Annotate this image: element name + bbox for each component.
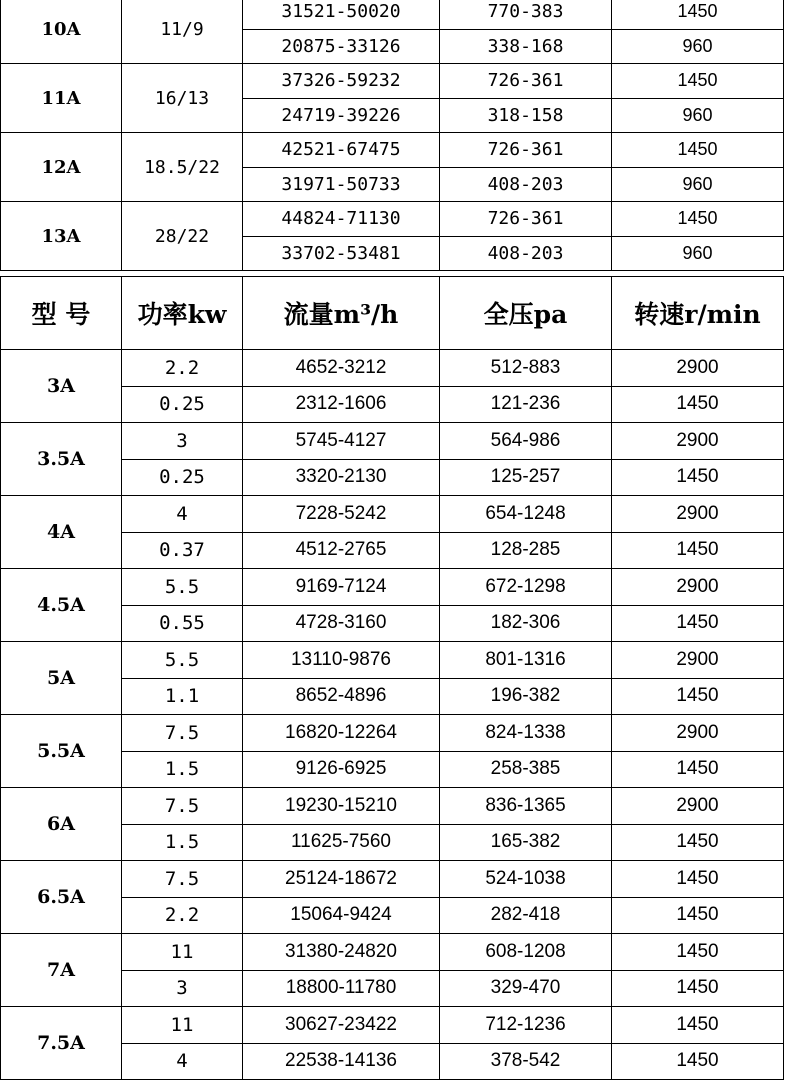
- power-cell: 2.2: [122, 350, 243, 387]
- power-cell: 3: [122, 970, 243, 1007]
- model-cell: 3.5A: [1, 423, 122, 496]
- power-cell: 11/9: [122, 0, 243, 64]
- pressure-cell: 165-382: [440, 824, 612, 861]
- table-row: [1, 0, 784, 29]
- pressure-cell: 712-1236: [440, 1007, 612, 1044]
- table-row: [1, 350, 784, 387]
- speed-cell: 1450: [612, 605, 784, 642]
- power-cell: 5.5: [122, 569, 243, 606]
- speed-cell: 1450: [612, 0, 784, 29]
- model-cell: 6A: [1, 788, 122, 861]
- header-model: 型 号: [1, 277, 122, 350]
- speed-cell: 2900: [612, 423, 784, 460]
- header-flow: 流量m³/h: [243, 277, 440, 350]
- speed-cell: 2900: [612, 715, 784, 752]
- model-cell: 5.5A: [1, 715, 122, 788]
- flow-cell: 24719-39226: [243, 98, 440, 133]
- power-cell: 18.5/22: [122, 133, 243, 202]
- pressure-cell: 128-285: [440, 532, 612, 569]
- power-cell: 0.37: [122, 532, 243, 569]
- pressure-cell: 726-361: [440, 202, 612, 237]
- pressure-cell: 654-1248: [440, 496, 612, 533]
- power-cell: 7.5: [122, 788, 243, 825]
- header-speed: 转速r/min: [612, 277, 784, 350]
- pressure-cell: 801-1316: [440, 642, 612, 679]
- pressure-cell: 726-361: [440, 133, 612, 168]
- power-cell: 28/22: [122, 202, 243, 271]
- power-cell: 7.5: [122, 715, 243, 752]
- model-cell: 4.5A: [1, 569, 122, 642]
- flow-cell: 15064-9424: [243, 897, 440, 934]
- table-row: [1, 861, 784, 898]
- pressure-cell: 770-383: [440, 0, 612, 29]
- pressure-cell: 338-168: [440, 29, 612, 64]
- flow-cell: 25124-18672: [243, 861, 440, 898]
- table-row: [1, 133, 784, 168]
- pressure-cell: 524-1038: [440, 861, 612, 898]
- table-row: [1, 202, 784, 237]
- flow-cell: 31521-50020: [243, 0, 440, 29]
- speed-cell: 1450: [612, 1043, 784, 1080]
- flow-cell: 9126-6925: [243, 751, 440, 788]
- power-cell: 0.25: [122, 386, 243, 423]
- flow-cell: 19230-15210: [243, 788, 440, 825]
- flow-cell: 4728-3160: [243, 605, 440, 642]
- pressure-cell: 512-883: [440, 350, 612, 387]
- flow-cell: 11625-7560: [243, 824, 440, 861]
- speed-cell: 1450: [612, 386, 784, 423]
- speed-cell: 960: [612, 98, 784, 133]
- speed-cell: 960: [612, 236, 784, 271]
- pressure-cell: 378-542: [440, 1043, 612, 1080]
- flow-cell: 7228-5242: [243, 496, 440, 533]
- model-cell: 7.5A: [1, 1007, 122, 1080]
- model-cell: 4A: [1, 496, 122, 569]
- model-cell: 5A: [1, 642, 122, 715]
- flow-cell: 22538-14136: [243, 1043, 440, 1080]
- flow-cell: 18800-11780: [243, 970, 440, 1007]
- upper-spec-table: [0, 0, 784, 271]
- flow-cell: 20875-33126: [243, 29, 440, 64]
- table-row: [1, 715, 784, 752]
- power-cell: 4: [122, 496, 243, 533]
- power-cell: 2.2: [122, 897, 243, 934]
- pressure-cell: 608-1208: [440, 934, 612, 971]
- table-row: [1, 642, 784, 679]
- table-header-row: [1, 277, 784, 350]
- header-power: 功率kw: [122, 277, 243, 350]
- pressure-cell: 672-1298: [440, 569, 612, 606]
- pressure-cell: 125-257: [440, 459, 612, 496]
- flow-cell: 4512-2765: [243, 532, 440, 569]
- speed-cell: 1450: [612, 751, 784, 788]
- speed-cell: 1450: [612, 678, 784, 715]
- flow-cell: 16820-12264: [243, 715, 440, 752]
- flow-cell: 13110-9876: [243, 642, 440, 679]
- pressure-cell: 182-306: [440, 605, 612, 642]
- speed-cell: 960: [612, 29, 784, 64]
- table-row: [1, 788, 784, 825]
- speed-cell: 1450: [612, 897, 784, 934]
- power-cell: 1.5: [122, 824, 243, 861]
- model-cell: 6.5A: [1, 861, 122, 934]
- flow-cell: 9169-7124: [243, 569, 440, 606]
- model-cell: 12A: [1, 133, 122, 202]
- flow-cell: 2312-1606: [243, 386, 440, 423]
- speed-cell: 1450: [612, 1007, 784, 1044]
- pressure-cell: 329-470: [440, 970, 612, 1007]
- pressure-cell: 282-418: [440, 897, 612, 934]
- power-cell: 1.5: [122, 751, 243, 788]
- pressure-cell: 726-361: [440, 64, 612, 99]
- flow-cell: 31971-50733: [243, 167, 440, 202]
- power-cell: 0.25: [122, 459, 243, 496]
- flow-cell: 44824-71130: [243, 202, 440, 237]
- model-cell: 11A: [1, 64, 122, 133]
- pressure-cell: 121-236: [440, 386, 612, 423]
- flow-cell: 5745-4127: [243, 423, 440, 460]
- power-cell: 7.5: [122, 861, 243, 898]
- speed-cell: 1450: [612, 934, 784, 971]
- flow-cell: 33702-53481: [243, 236, 440, 271]
- pressure-cell: 836-1365: [440, 788, 612, 825]
- model-cell: 13A: [1, 202, 122, 271]
- pressure-cell: 318-158: [440, 98, 612, 133]
- power-cell: 11: [122, 934, 243, 971]
- power-cell: 5.5: [122, 642, 243, 679]
- speed-cell: 1450: [612, 133, 784, 168]
- speed-cell: 960: [612, 167, 784, 202]
- table-row: [1, 934, 784, 971]
- table-row: [1, 569, 784, 606]
- speed-cell: 2900: [612, 569, 784, 606]
- table-row: [1, 1007, 784, 1044]
- power-cell: 4: [122, 1043, 243, 1080]
- pressure-cell: 408-203: [440, 236, 612, 271]
- flow-cell: 42521-67475: [243, 133, 440, 168]
- power-cell: 16/13: [122, 64, 243, 133]
- speed-cell: 1450: [612, 970, 784, 1007]
- speed-cell: 2900: [612, 788, 784, 825]
- flow-cell: 3320-2130: [243, 459, 440, 496]
- flow-cell: 31380-24820: [243, 934, 440, 971]
- pressure-cell: 408-203: [440, 167, 612, 202]
- fan-spec-table: [0, 276, 784, 1080]
- speed-cell: 1450: [612, 861, 784, 898]
- model-cell: 10A: [1, 0, 122, 64]
- speed-cell: 1450: [612, 532, 784, 569]
- speed-cell: 1450: [612, 202, 784, 237]
- flow-cell: 37326-59232: [243, 64, 440, 99]
- speed-cell: 2900: [612, 642, 784, 679]
- speed-cell: 1450: [612, 64, 784, 99]
- speed-cell: 1450: [612, 459, 784, 496]
- power-cell: 3: [122, 423, 243, 460]
- pressure-cell: 824-1338: [440, 715, 612, 752]
- speed-cell: 1450: [612, 824, 784, 861]
- model-cell: 3A: [1, 350, 122, 423]
- header-pressure: 全压pa: [440, 277, 612, 350]
- pressure-cell: 564-986: [440, 423, 612, 460]
- table-row: [1, 423, 784, 460]
- flow-cell: 8652-4896: [243, 678, 440, 715]
- pressure-cell: 196-382: [440, 678, 612, 715]
- pressure-cell: 258-385: [440, 751, 612, 788]
- table-row: [1, 64, 784, 99]
- power-cell: 0.55: [122, 605, 243, 642]
- flow-cell: 30627-23422: [243, 1007, 440, 1044]
- flow-cell: 4652-3212: [243, 350, 440, 387]
- table-row: [1, 496, 784, 533]
- power-cell: 11: [122, 1007, 243, 1044]
- model-cell: 7A: [1, 934, 122, 1007]
- power-cell: 1.1: [122, 678, 243, 715]
- speed-cell: 2900: [612, 350, 784, 387]
- speed-cell: 2900: [612, 496, 784, 533]
